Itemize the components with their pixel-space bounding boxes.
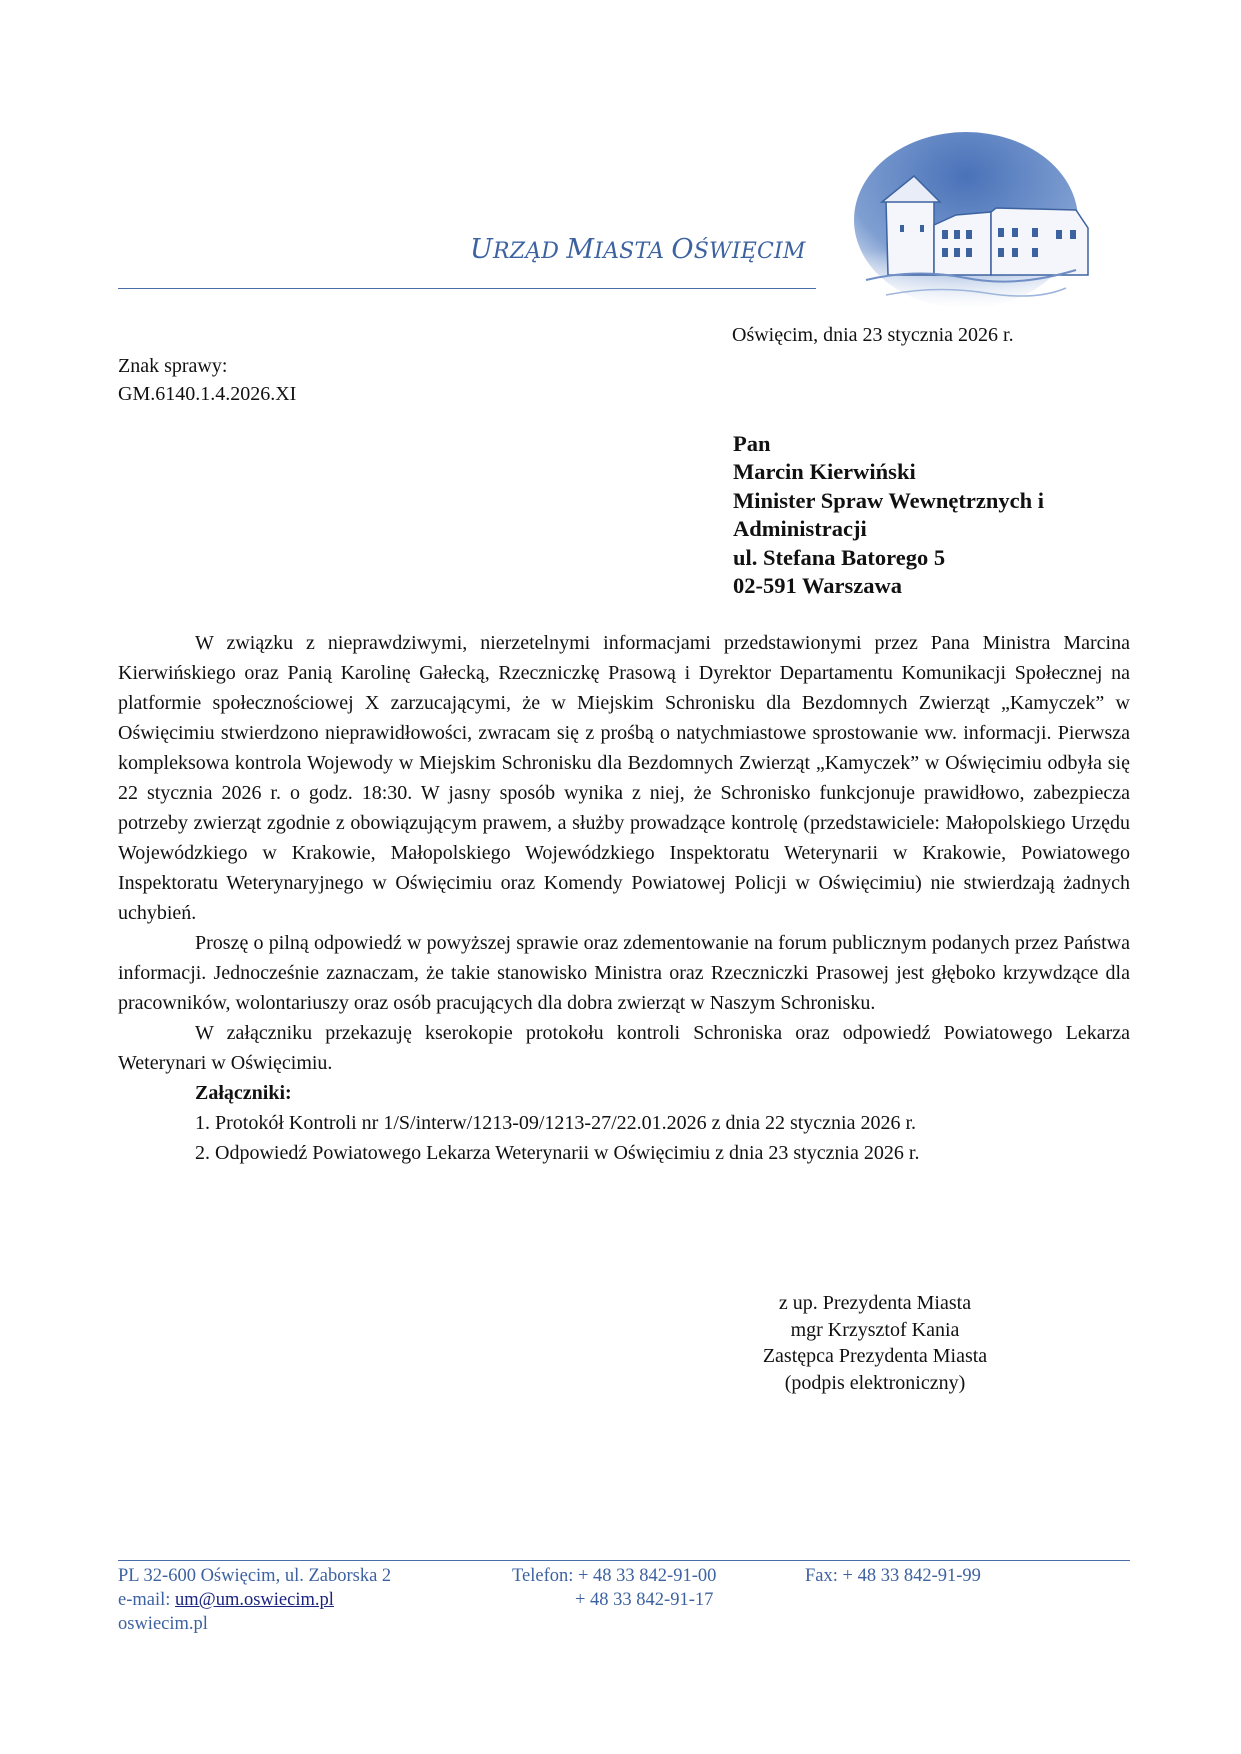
recipient-name: Marcin Kierwiński [733,459,916,485]
castle-emblem-icon [826,130,1096,310]
footer-fax: Fax: + 48 33 842-91-99 [805,1566,981,1586]
body-paragraph: W związku z nieprawdziwymi, nierzetelnymi informacjami przedstawionymi przez Pana Ministra Marcina Kierwińskiego oraz Panią Karolinę Gałecką, Rzeczniczkę Prasową i Dyrektor Departamentu Komunikacji Społecznej na platformie społecznościowej X zarzucającymi, że w Miejskim Schronisku dla Bezdomnych Zwierząt „Kamyczek” w Oświęcimiu stwierdzono nieprawidłowości, zwracam się z prośbą o natychmiastowe sprostowanie ww. informacji. Pierwsza kompleksowa kontrola Wojewody w Miejskim Schronisku dla Bezdomnych Zwierząt „Kamyczek” w Oświęcimiu odbyła się 22 stycznia 2026 r. o godz. 18:30. W jasny sposób wynika z niej, że Schronisko funkcjonuje prawidłowo, zabezpiecza potrzeby zwierząt zgodnie z obowiązującym prawem, a służby prowadzące kontrolę (przedstawiciele: Małopolskiego Urzędu Wojewódzkiego w Krakowie, Małopolskiego Wojewódzkiego Inspektoratu Weterynarii w Krakowie, Powiatowego Inspektoratu Weterynaryjnego w Oświęcimiu oraz Komendy Powiatowej Policji w Oświęcimiu) nie stwierdzają żadnych uchybień. [118,632,1130,924]
signature-note: (podpis elektroniczny) [784,1371,966,1394]
recipient-street: ul. Stefana Batorego 5 [733,544,946,570]
footer-email-link[interactable]: um@um.oswiecim.pl [175,1590,334,1610]
footer-address: PL 32-600 Oświęcim, ul. Zaborska 2 [118,1566,392,1586]
office-name-part: RZĄD [492,239,567,264]
recipient-title-cont: Administracji [733,516,867,542]
recipient-title: Minister Spraw Wewnętrznych i [733,487,1045,513]
header-divider [118,288,816,289]
office-name-initial: M [566,234,595,265]
case-number: GM.6140.1.4.2026.XI [118,383,297,405]
signature-authority: z up. Prezydenta Miasta [778,1292,972,1314]
attachments-heading: Załączniki: [195,1082,292,1104]
body-paragraph: W załączniku przekazuję kserokopie protokołu kontroli Schroniska oraz odpowiedź Powiatowego Lekarza Weterynari w Oświęcimiu. [118,1022,1130,1074]
footer-website: oswiecim.pl [118,1614,208,1634]
footer-phone-2: + 48 33 842-91-17 [575,1590,714,1610]
footer-phones [512,1564,716,1612]
recipient-salutation: Pan [733,431,771,456]
footer-divider [118,1560,1130,1561]
letter-body [118,628,1130,1168]
body-paragraph: Proszę o pilną odpowiedź w powyższej sprawie oraz zdementowanie na forum publicznym podanych przez Państwa informacji. Jednocześnie zaznaczam, że takie stanowisko Ministra oraz Rzeczniczki Prasowej jest głęboko krzywdzące dla pracowników, wolontariuszy oraz osób pracujących dla dobra zwierząt w Naszym Schronisku. [118,932,1130,1014]
recipient-city: 02-591 Warszawa [733,573,902,599]
signatory-name: mgr Krzysztof Kania [790,1318,960,1341]
office-name-title [470,234,806,265]
footer-contact-address [118,1564,391,1636]
footer-email-line [118,1588,391,1612]
office-name-part: ŚWIĘCIM [693,239,806,264]
case-label: Znak sprawy: [118,355,228,377]
place-date: Oświęcim, dnia 23 stycznia 2026 r. [732,324,1014,346]
attachment-item: 1. Protokół Kontroli nr 1/S/interw/1213-09/1213-27/22.01.2026 z dnia 22 stycznia 2026 r. [195,1112,917,1134]
office-name-initial: O [671,234,694,265]
recipient-address [733,430,1044,600]
signature-block [730,1290,1020,1396]
case-reference [118,352,296,408]
attachment-item: 2. Odpowiedź Powiatowego Lekarza Weterynarii w Oświęcimiu z dnia 23 stycznia 2026 r. [195,1142,920,1164]
office-name-part: IASTA [594,239,672,264]
office-name-initial: U [470,234,493,265]
signatory-position: Zastępca Prezydenta Miasta [762,1345,988,1367]
footer-email-label: e-mail: [118,1590,176,1610]
footer-phone-1: Telefon: + 48 33 842-91-00 [512,1566,717,1586]
